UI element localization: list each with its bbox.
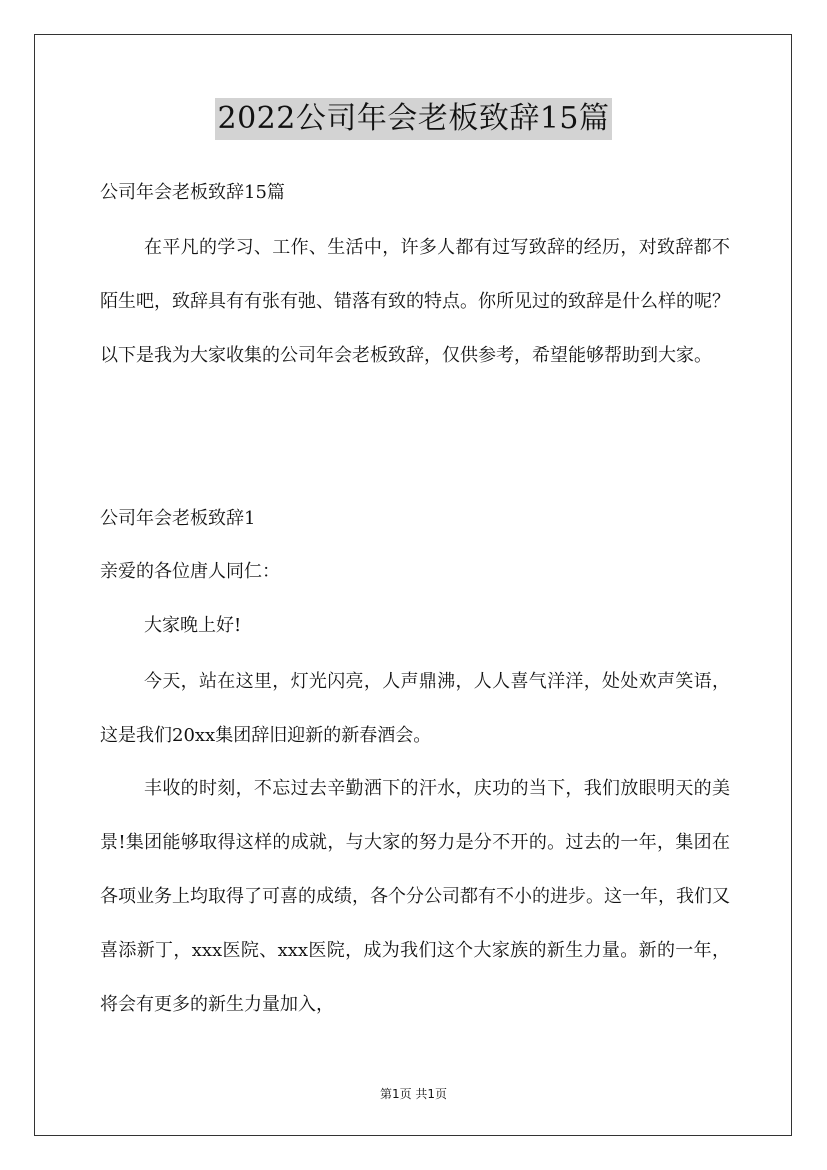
intro-paragraph: 在平凡的学习、工作、生活中，许多人都有过写致辞的经历，对致辞都不陌生吧，致辞具有有张有弛、错落有致的特点。你所见过的致辞是什么样的呢？以下是我为大家收集的公司年会老板致辞，仅供参考，希望能够帮助到大家。 [100,237,730,366]
salutation: 亲爱的各位唐人同仁： [100,561,280,582]
greeting: 大家晚上好! [144,615,242,636]
page-footer: 第1页 共1页 [379,1087,448,1101]
title-container [0,98,827,140]
paragraph-2: 丰收的时刻，不忘过去辛勤洒下的汗水，庆功的当下，我们放眼明天的美景!集团能够取得这样的成就，与大家的努力是分不开的。过去的一年，集团在各项业务上均取得了可喜的成绩，各个分公司都有不小的进步。这一年，我们又喜添新丁，xxx医院、xxx医院，成为我们这个大家族的新生力量。新的一年，将会有更多的新生力量加入， [100,778,730,1015]
document-subtitle: 公司年会老板致辞15篇 [100,182,285,203]
paragraph-1: 今天，站在这里，灯光闪亮，人声鼎沸，人人喜气洋洋，处处欢声笑语，这是我们20xx集团辞旧迎新的新春酒会。 [100,671,730,746]
section-heading: 公司年会老板致辞1 [100,508,256,529]
document-title: 2022公司年会老板致辞15篇 [215,98,611,140]
